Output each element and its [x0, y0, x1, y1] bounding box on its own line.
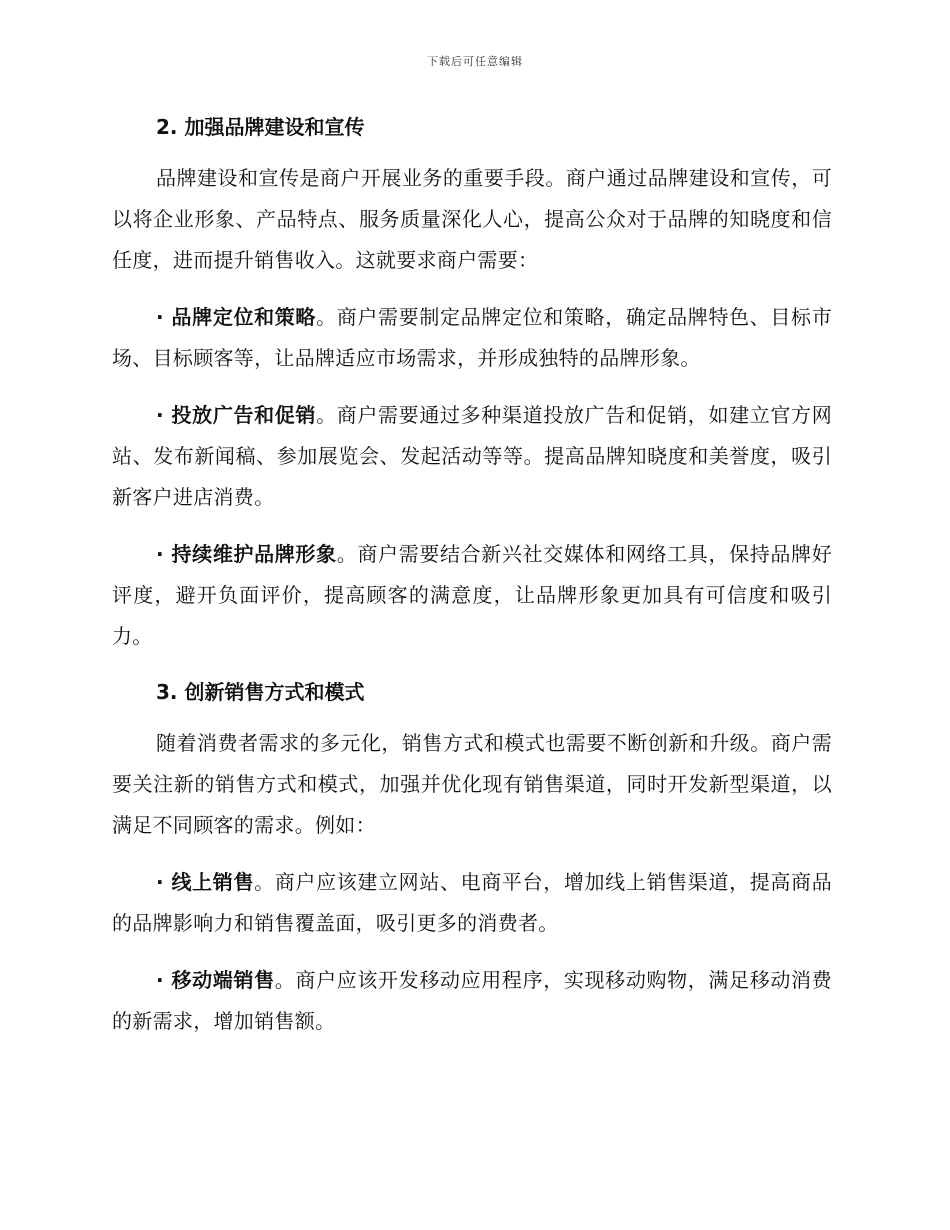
- section-2-item: [112, 395, 832, 518]
- item-title: · 品牌定位和策略: [156, 305, 317, 329]
- section-2-heading: 2. 加强品牌建设和宣传: [156, 115, 365, 139]
- item-text: 。商户需要通过多种渠道投放广告和促销，如建立官方网站、发布新闻稿、参加展览会、发起活动等等。提高品牌知晓度和美誉度，吸引新客户进店消费。: [112, 403, 833, 509]
- item-text: 。商户应该建立网站、电商平台，增加线上销售渠道，提高商品的品牌影响力和销售覆盖面，吸引更多的消费者。: [112, 870, 832, 935]
- item-text: 。商户应该开发移动应用程序，实现移动购物，满足移动消费的新需求，增加销售额。: [112, 968, 832, 1033]
- item-title: · 移动端销售: [156, 968, 275, 992]
- item-title: · 投放广告和促销: [156, 403, 317, 427]
- item-text: 。商户需要制定品牌定位和策略，确定品牌特色、目标市场、目标顾客等，让品牌适应市场需求，并形成独特的品牌形象。: [112, 305, 833, 370]
- section-3-item: [112, 862, 832, 944]
- document-body: [112, 110, 832, 1042]
- item-title: · 持续维护品牌形象: [156, 542, 337, 566]
- page-header: 下载后可任意编辑: [427, 55, 523, 68]
- section-3-item: [112, 960, 832, 1042]
- item-title: · 线上销售: [156, 870, 255, 894]
- section-3-heading: 3. 创新销售方式和模式: [156, 680, 365, 704]
- section-2-intro: 品牌建设和宣传是商户开展业务的重要手段。商户通过品牌建设和宣传，可以将企业形象、产品特点、服务质量深化人心，提高公众对于品牌的知晓度和信任度，进而提升销售收入。这就要求商户需要：: [112, 166, 832, 272]
- item-text: 。商户需要结合新兴社交媒体和网络工具，保持品牌好评度，避开负面评价，提高顾客的满意度，让品牌形象更加具有可信度和吸引力。: [112, 542, 833, 648]
- section-2-item: [112, 297, 832, 379]
- section-2-item: [112, 534, 832, 657]
- section-3-intro: 随着消费者需求的多元化，销售方式和模式也需要不断创新和升级。商户需要关注新的销售方式和模式，加强并优化现有销售渠道，同时开发新型渠道，以满足不同顾客的需求。例如：: [112, 731, 832, 837]
